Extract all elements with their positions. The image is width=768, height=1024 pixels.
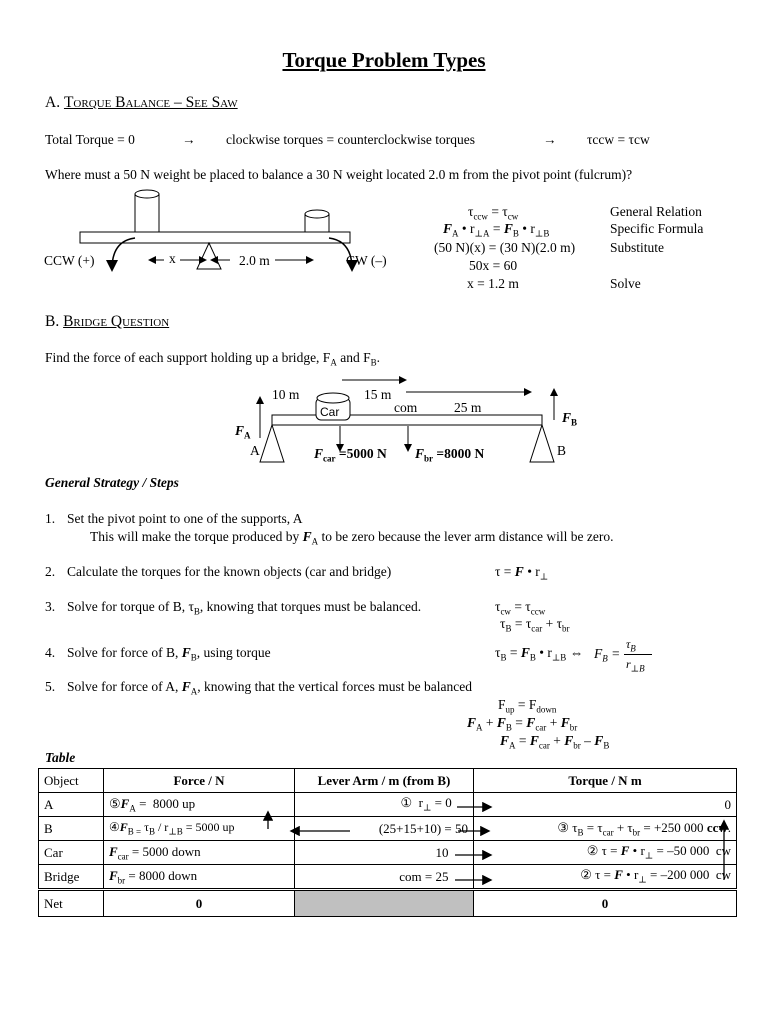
strategy-step-5-eq2: $F_A + F_B = F_{car} + F_{br}$: [467, 715, 578, 733]
seesaw-beam: [80, 232, 350, 243]
support-b: [530, 425, 554, 462]
fb-label: $F_B$: [562, 410, 578, 428]
section-b-heading: [45, 313, 169, 331]
table-net-row: [39, 890, 737, 917]
fulcrum: [197, 243, 221, 269]
d15-label: 15 m: [364, 387, 392, 402]
weight-30n: [305, 210, 329, 232]
x-label: x: [169, 251, 176, 266]
row-b-torque: ③ $\tau_B = \tau_{car} + \tau_{br} = +250$ 000 ccw.: [474, 817, 737, 841]
seesaw-question: Where must a 50 N weight be placed to balance a 30 N weight located 2.0 m from the pivot point (fulcrum)?: [45, 167, 633, 182]
step-label-1: General Relation: [610, 204, 702, 219]
strategy-step-3-eq: $\tau_{cw} = \tau_{ccw}$: [495, 599, 546, 617]
header-torque: Torque / N m: [474, 769, 737, 793]
support-a: [260, 425, 284, 462]
strategy-heading: General Strategy / Steps: [45, 475, 179, 490]
row-b-lever: (25+15+10) = 50: [295, 817, 474, 841]
row-bridge-force: $F_{br} = 8000$ down: [104, 865, 295, 890]
section-a-heading: [45, 94, 238, 112]
cw-ccw-text: clockwise torques = counterclockwise torques: [226, 132, 476, 147]
step-eq-4: 50x = 60: [469, 258, 518, 273]
row-bridge-torque: ② τ = F • $r_\perp = -200$ 000 cw: [474, 865, 737, 890]
table-row: [39, 841, 737, 865]
fa-label: $F_A$: [235, 423, 251, 441]
net-lever: [295, 890, 474, 917]
arrow-2: →: [543, 132, 557, 147]
strategy-step-2-num: 2.: [45, 564, 56, 579]
weight-50n: [135, 190, 159, 232]
row-a-force: $⑤F_A = 8000$ up: [104, 793, 295, 817]
strategy-step-4-num: 4.: [45, 645, 56, 660]
header-force: Force / N: [104, 769, 295, 793]
step-eq-3: (50 N)(x) = (30 N)(2.0 m): [434, 240, 576, 255]
strategy-step-3: Solve for torque of B, $\tau_B$, knowing that torques must be balanced.: [67, 599, 422, 617]
strategy-step-5-eq: $F_{up} = F_{down}$: [498, 697, 557, 715]
bridge-prompt: Find the force of each support holding up a bridge, $F_A$ and $F_B$.: [45, 350, 380, 368]
com-label: com: [394, 400, 418, 415]
row-a-object: A: [39, 793, 104, 817]
step-eq-2: $F_A$ • $r_{\perp A} = F_B$ • $r_{\perp B}$: [443, 221, 550, 239]
bridge-diagram: [230, 370, 590, 470]
row-car-lever: 10: [295, 841, 474, 865]
fb-fraction-num: $\tau_B$: [626, 637, 636, 654]
a-label: A: [250, 443, 260, 458]
row-a-torque: 0: [474, 793, 737, 817]
strategy-step-1: Set the pivot point to one of the supports, A: [67, 511, 303, 526]
row-car-object: Car: [39, 841, 104, 865]
step-eq-1: $\tau_{ccw} = \tau_{cw}$: [468, 204, 519, 222]
strategy-step-2: Calculate the torques for the known objects (car and bridge): [67, 564, 392, 579]
strategy-step-3-num: 3.: [45, 599, 56, 614]
net-object: Net: [39, 890, 104, 917]
strategy-step-5-num: 5.: [45, 679, 56, 694]
fb-fraction-lhs: $F_B$ =: [594, 646, 621, 664]
d10-label: 10 m: [272, 387, 300, 402]
section-b-letter: B.: [45, 313, 60, 330]
fraction-bar: [624, 654, 652, 655]
tau-relation: τccw = τcw: [587, 132, 650, 147]
net-force: 0: [104, 890, 295, 917]
step-label-3: Substitute: [610, 240, 665, 255]
strategy-step-1-num: 1.: [45, 511, 56, 526]
table-row: [39, 817, 737, 841]
arrow-1: →: [182, 132, 196, 147]
step-label-2: Specific Formula: [610, 221, 704, 236]
strategy-step-5: Solve for force of A, $F_A$, knowing that the vertical forces must be balanced: [67, 679, 473, 697]
row-bridge-lever: com = 25: [295, 865, 474, 890]
ccw-label: CCW (+): [44, 253, 95, 268]
row-a-lever: ① $r_\perp = 0$: [295, 793, 474, 817]
row-car-force: $F_{car} = 5000$ down: [104, 841, 295, 865]
table-row: [39, 793, 737, 817]
distance-label: 2.0 m: [239, 253, 270, 268]
table-header-row: [39, 769, 737, 793]
row-b-force: $④F_{B =}$ $\tau_B / r_{\perp B} = 5000$ up: [104, 817, 295, 841]
section-a-letter: A.: [45, 94, 61, 111]
section-b-title: Bridge Question: [63, 313, 170, 330]
cw-label: CW (–): [346, 253, 387, 268]
row-b-object: B: [39, 817, 104, 841]
strategy-step-1-sub: This will make the torque produced by $F_A$ to be zero because the lever arm distance will be zero.: [90, 529, 614, 547]
strategy-step-4-eq: $\tau_B = F_B$ • $r_{\perp B}$ ⇔: [495, 645, 584, 663]
d25-label: 25 m: [454, 400, 482, 415]
fbr-label: $F_{br} =8000$ N: [415, 446, 485, 464]
header-object: Object: [39, 769, 104, 793]
table-label: Table: [45, 750, 76, 765]
header-lever: Lever Arm / m (from B): [295, 769, 474, 793]
strategy-step-5-eq3: $F_A = F_{car} + F_{br} - F_B$: [500, 733, 610, 751]
strategy-step-4: Solve for force of B, $F_B$, using torque: [67, 645, 271, 663]
step-label-5: Solve: [610, 276, 641, 291]
table-row: [39, 865, 737, 890]
section-a-title: Torque Balance – See Saw: [63, 94, 238, 111]
bridge-deck: [272, 415, 542, 425]
fb-fraction-den: $r_{\perp B}$: [626, 657, 645, 674]
net-torque: 0: [474, 890, 737, 917]
step-eq-5: x = 1.2 m: [467, 276, 519, 291]
fcar-label: $F_{car} =5000$ N: [314, 446, 387, 464]
row-bridge-object: Bridge: [39, 865, 104, 890]
torque-table: [38, 768, 737, 917]
total-torque-text: Total Torque = 0: [45, 132, 135, 147]
b-label: B: [557, 443, 567, 458]
car-label: Car: [320, 405, 340, 419]
page-title: Torque Problem Types: [282, 48, 486, 72]
strategy-step-3-eq2: $\tau_B = \tau_{car} + \tau_{br}$: [500, 616, 570, 634]
strategy-step-2-eq: τ = F • $r_\perp$: [495, 564, 549, 582]
row-car-torque: ② τ = F • $r_\perp = -50$ 000 cw: [474, 841, 737, 865]
